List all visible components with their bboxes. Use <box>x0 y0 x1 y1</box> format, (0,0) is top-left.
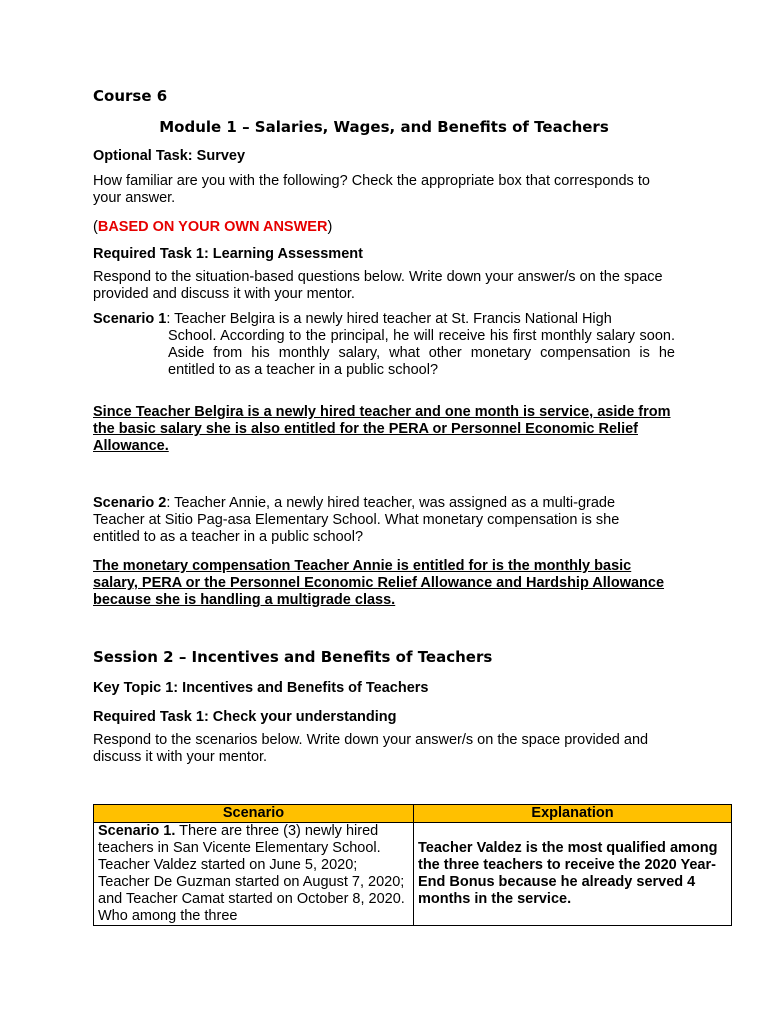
own-answer-text: BASED ON YOUR OWN ANSWER <box>97 219 328 235</box>
course-title: Course 6 <box>93 87 168 105</box>
document-page <box>93 88 675 766</box>
table-header-row <box>94 805 732 823</box>
session-2-title: Session 2 – Incentives and Benefits of Teachers <box>93 648 493 666</box>
scenario-table <box>93 804 732 926</box>
explanation-cell: Teacher Valdez is the most qualified among the three teachers to receive the 2020 Year-End Bonus because he already served 4 months in the service. <box>414 823 732 926</box>
scenario-1-first-text: : Teacher Belgira is a newly hired teacher at St. Francis National High <box>166 311 612 327</box>
scenario-2-text: : Teacher Annie, a newly hired teacher, was assigned as a multi-grade Teacher at Sitio Pag-asa Elementary School. What monetary compensation is she entitled to as a teacher in a public school? <box>93 495 620 545</box>
optional-task-heading: Optional Task: Survey <box>93 148 246 164</box>
instructions-2: Respond to the scenarios below. Write down your answer/s on the space provided and discuss it with your mentor. <box>93 732 649 765</box>
table-row <box>94 823 732 926</box>
module-title: Module 1 – Salaries, Wages, and Benefits of Teachers <box>159 118 609 136</box>
scenario-2-question <box>93 495 663 546</box>
table-header-explanation: Explanation <box>414 805 732 823</box>
scenario-1 <box>93 311 675 379</box>
own-answer-close-paren: ) <box>327 219 333 235</box>
required-task-check-heading: Required Task 1: Check your understanding <box>93 709 397 725</box>
instructions-1: Respond to the situation-based questions below. Write down your answer/s on the space provided and discuss it with your mentor. <box>93 269 663 302</box>
survey-question: How familiar are you with the following? Check the appropriate box that corresponds to your answer. <box>93 173 650 206</box>
key-topic-heading: Key Topic 1: Incentives and Benefits of Teachers <box>93 680 429 696</box>
own-answer-note <box>93 219 675 236</box>
table-scenario-text: There are three (3) newly hired teachers in San Vicente Elementary School. Teacher Valdez started on June 5, 2020; Teacher De Guzman started on August 7, 2020; and Teacher Camat started on October 8, 2020. Who among the three <box>98 823 405 924</box>
scenario-2-answer: The monetary compensation Teacher Annie is entitled for is the monthly basic salary, PERA or the Personnel Economic Relief Allowance and Hardship Allowance because she is handling a multigrade class. <box>93 558 665 608</box>
scenario-1-answer: Since Teacher Belgira is a newly hired teacher and one month is service, aside from the basic salary she is also entitled for the PERA or Personnel Economic Relief Allowance. <box>93 404 671 454</box>
table-scenario-label: Scenario 1. <box>98 823 176 839</box>
table-header-scenario: Scenario <box>94 805 414 823</box>
scenario-cell <box>94 823 414 926</box>
scenario-1-rest: School. According to the principal, he will receive his first monthly salary soon. Aside from his monthly salary, what other monetary compensation is he entitled to as a teacher in a public school? <box>168 328 675 378</box>
scenario-1-label: Scenario 1 <box>93 311 167 327</box>
own-answer-open-paren: ( <box>93 219 98 235</box>
scenario-1-first-line <box>93 311 675 328</box>
required-task-1-heading: Required Task 1: Learning Assessment <box>93 246 363 262</box>
scenario-2-label: Scenario 2 <box>93 495 167 511</box>
